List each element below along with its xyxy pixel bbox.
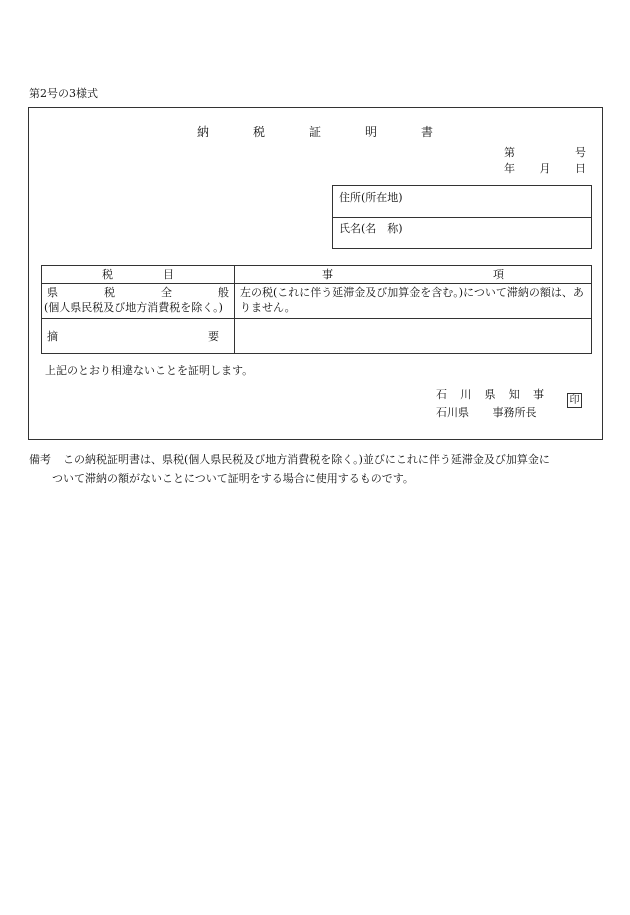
date-year: 年 xyxy=(504,162,515,175)
form-number-label: 第2号の3様式 xyxy=(29,87,98,100)
issuer-office-suffix: 事務所長 xyxy=(492,406,537,419)
title-char: 税 xyxy=(252,125,265,139)
matter-cell: 左の税(これに伴う延滞金及び加算金を含む。)について滞納の額は、ありません。 xyxy=(235,284,592,319)
title-char: 納 xyxy=(196,125,209,139)
applicant-box xyxy=(332,185,592,249)
table-header-row xyxy=(42,266,592,284)
certificate-number xyxy=(504,144,586,160)
item-char: 摘 xyxy=(47,329,58,343)
issue-date xyxy=(504,160,586,176)
title-char: 書 xyxy=(421,125,434,139)
divider xyxy=(333,217,591,218)
item-char: 税 xyxy=(104,286,115,299)
remarks-matter-cell xyxy=(235,319,592,354)
tax-item-cell xyxy=(42,284,235,319)
seal-icon: 印 xyxy=(567,393,582,408)
document-title xyxy=(0,123,630,140)
issuer-office xyxy=(436,404,544,420)
address-label: 住所(所在地) xyxy=(339,191,403,204)
number-suffix: 号 xyxy=(575,146,586,159)
number-prefix: 第 xyxy=(504,146,515,159)
issuer-char: 知 xyxy=(508,388,520,401)
header-matters xyxy=(235,266,592,284)
tax-table xyxy=(41,265,592,354)
header-char: 項 xyxy=(493,268,504,281)
remarks-text-line2: ついて滞納の額がないことについて証明をする場合に使用するものです。 xyxy=(52,472,414,485)
header-char: 税 xyxy=(102,268,113,281)
remarks-item-cell xyxy=(42,319,235,354)
title-char: 明 xyxy=(365,125,378,139)
table-row xyxy=(42,319,592,354)
issuer-char: 石 xyxy=(436,388,447,401)
item-char: 県 xyxy=(47,286,58,299)
tax-item-note: (個人県民税及び地方消費税を除く。) xyxy=(44,301,223,314)
issuer-office-prefix: 石川県 xyxy=(436,406,469,419)
issuer-char: 県 xyxy=(484,388,496,401)
certification-statement: 上記のとおり相違ないことを証明します。 xyxy=(45,364,254,377)
name-label: 氏名(名 称) xyxy=(339,222,403,235)
tax-item-name xyxy=(47,285,229,300)
date-day: 日 xyxy=(575,162,586,175)
remarks-text-line1: この納税証明書は、県税(個人県民税及び地方消費税を除く。)並びにこれに伴う延滞金及び加算金に xyxy=(63,453,550,466)
issuer-char: 事 xyxy=(533,388,544,401)
header-char: 事 xyxy=(322,268,333,281)
title-char: 証 xyxy=(308,125,321,139)
header-char: 目 xyxy=(163,268,174,281)
table-row xyxy=(42,284,592,319)
header-tax-item xyxy=(42,266,235,284)
remarks-label: 備考 xyxy=(29,453,51,466)
issuer-char: 川 xyxy=(460,388,472,401)
issuer-governor xyxy=(436,386,544,402)
item-char: 要 xyxy=(208,329,219,343)
item-char: 全 xyxy=(161,286,172,299)
item-char: 般 xyxy=(218,286,229,299)
date-month: 月 xyxy=(539,162,551,175)
